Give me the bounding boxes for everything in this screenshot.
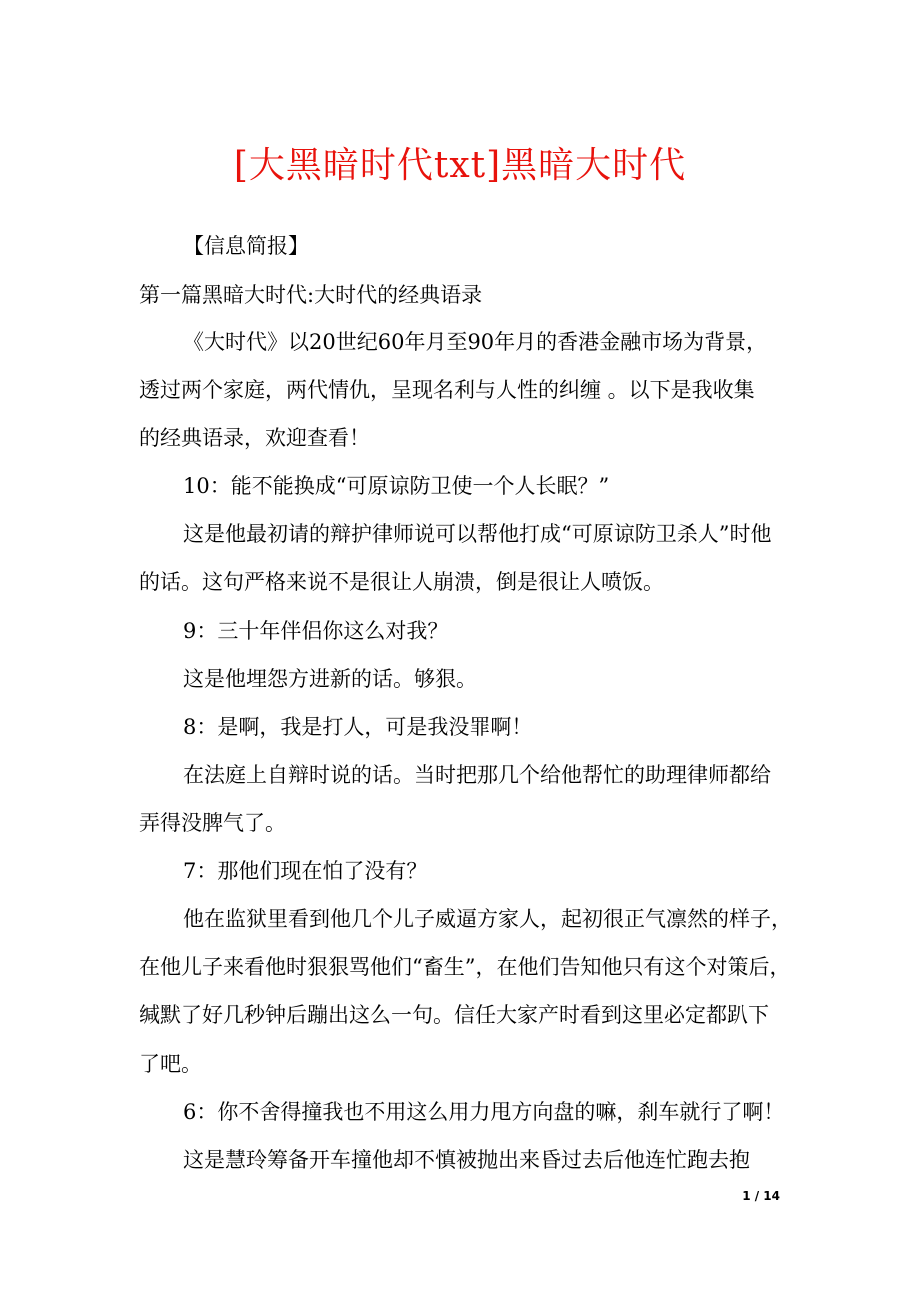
paragraph-line: 他在监狱里看到他几个儿子威逼方家人，起初很正气凛然的样子， (183, 907, 792, 931)
paragraph-line: 了吧。 (139, 1052, 202, 1076)
paragraph-line: 弄得没脾气了。 (139, 811, 286, 835)
paragraph-line: 这是慧玲筹备开车撞他却不慎被抛出来昏过去后他连忙跑去抱 (183, 1148, 750, 1172)
info-brief-heading: 【信息简报】 (183, 234, 309, 258)
quote-item-7: 7：那他们现在怕了没有？ (183, 859, 428, 883)
paragraph-line: 在他儿子来看他时狠狠骂他们“畜生”，在他们告知他只有这个对策后， (139, 955, 791, 979)
document-title: [大黑暗时代txt]黑暗大时代 (233, 145, 687, 186)
paragraph-line: 这是他最初请的辩护律师说可以帮他打成“可原谅防卫杀人”时他 (183, 522, 772, 546)
quote-item-10: 10：能不能换成“可原谅防卫使一个人长眠？” (183, 474, 610, 498)
paragraph-line: 《大时代》以20世纪60年月至90年月的香港金融市场为背景， (183, 330, 768, 354)
quote-item-8: 8：是啊，我是打人，可是我没罪啊！ (183, 715, 533, 739)
quote-item-9: 9：三十年伴侣你这么对我？ (183, 619, 449, 643)
paragraph-line: 这是他埋怨方进新的话。够狠。 (183, 667, 477, 691)
page-number: 1 / 14 (742, 1189, 780, 1203)
paragraph-line: 的经典语录，欢迎查看！ (139, 426, 370, 450)
paragraph-line: 的话。这句严格来说不是很让人崩溃，倒是很让人喷饭。 (139, 570, 664, 594)
paragraph-line: 透过两个家庭，两代情仇，呈现名利与人性的纠缠 。以下是我收集 (139, 378, 755, 402)
paragraph-line: 缄默了好几秒钟后蹦出这么一句。信任大家产时看到这里必定都趴下 (139, 1003, 769, 1027)
quote-item-6: 6：你不舍得撞我也不用这么用力甩方向盘的嘛，刹车就行了啊！ (183, 1100, 785, 1124)
article-heading: 第一篇黑暗大时代:大时代的经典语录 (139, 283, 483, 307)
paragraph-line: 在法庭上自辩时说的话。当时把那几个给他帮忙的助理律师都给 (183, 763, 771, 787)
